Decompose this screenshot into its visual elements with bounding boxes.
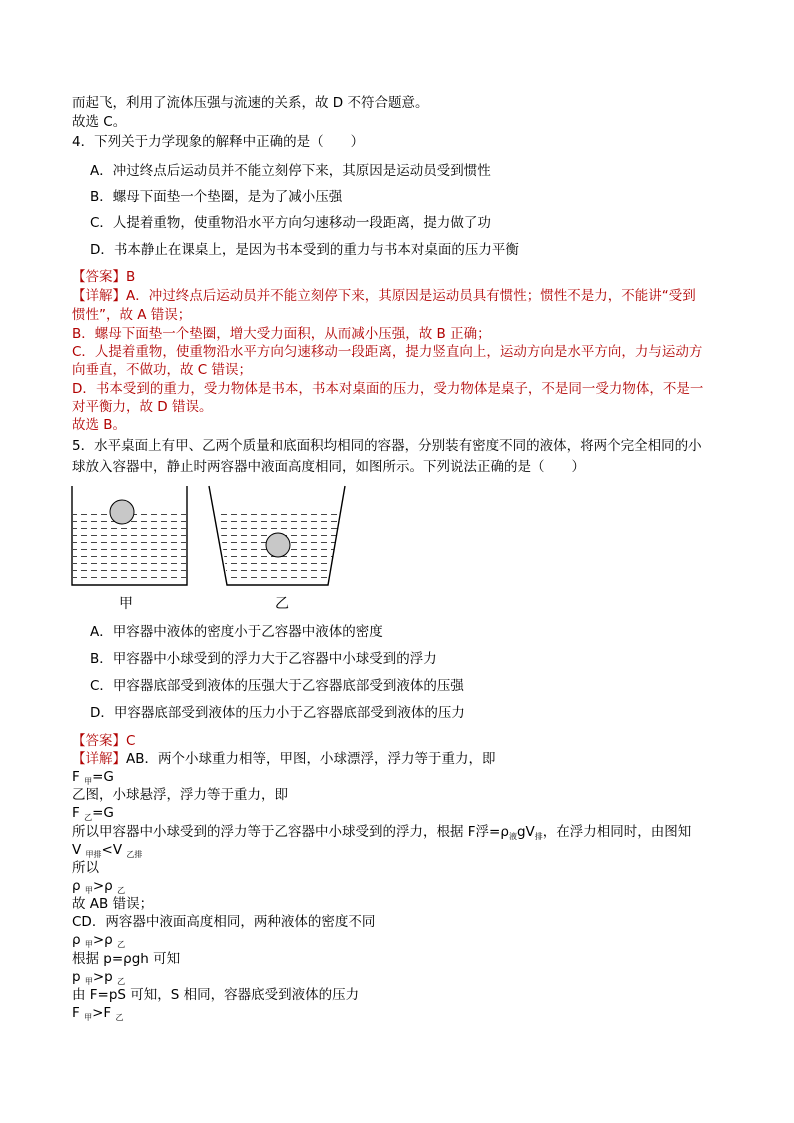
q4-option-b: B．螺母下面垫一个垫圈，是为了减小压强 — [90, 189, 343, 205]
q5-answer: 【答案】C — [72, 733, 136, 749]
formula-line: ρ $_甲$>ρ $_乙$ — [72, 878, 126, 895]
formula-line: F $_甲$=G — [72, 769, 114, 786]
q4-answer: 【答案】B — [72, 269, 136, 285]
label-jia: 甲 — [119, 596, 133, 612]
text-line: CD．两容器中液面高度相同，两种液体的密度不同 — [72, 914, 376, 930]
text-line: 所以甲容器中小球受到的浮力等于乙容器中小球受到的浮力，根据 F浮$=\rho_液gV_排$，在浮力相同时，由图知 — [72, 824, 692, 841]
q4-detail-line: 故选 B。 — [72, 417, 127, 433]
ball-yi — [266, 533, 290, 557]
text-line: 由 F=pS 可知，S 相同，容器底受到液体的压力 — [72, 987, 360, 1003]
text-line: 所以 — [72, 860, 99, 876]
q4-option-a: A．冲过终点后运动员并不能立刻停下来，其原因是运动员受到惯性 — [90, 163, 491, 179]
text-line: 故 AB 错误； — [72, 896, 154, 912]
q4-detail-line: 向垂直，不做功，故 C 错误； — [72, 362, 253, 378]
q4-detail-line: 惯性”，故 A 错误； — [72, 307, 192, 323]
formula-line: F $_乙$=G — [72, 805, 114, 822]
formula-line: V $_{甲排}$<V $_{乙排}$ — [72, 842, 143, 859]
container-yi — [209, 486, 345, 585]
liquid-jia — [73, 512, 186, 584]
q4-detail-line: C．人提着重物，使重物沿水平方向匀速移动一段距离，提力竖直向上，运动方向是水平方向，力与运动方 — [72, 344, 703, 360]
text-line: 而起飞，利用了流体压强与流速的关系，故 D 不符合题意。 — [72, 95, 429, 111]
q5-option-c: C．甲容器底部受到液体的压强大于乙容器底部受到液体的压强 — [90, 678, 464, 694]
ball-jia — [110, 500, 134, 524]
q5-option-d: D．甲容器底部受到液体的压力小于乙容器底部受到液体的压力 — [90, 705, 465, 721]
formula-line: p $_甲$>p $_乙$ — [72, 969, 126, 986]
q4-detail-line: B．螺母下面垫一个垫圈，增大受力面积，从而减小压强，故 B 正确； — [72, 326, 491, 342]
label-yi: 乙 — [275, 596, 289, 612]
q4-option-c: C．人提着重物，使重物沿水平方向匀速移动一段距离，提力做了功 — [90, 215, 491, 231]
question-4-stem: 4．下列关于力学现象的解释中正确的是（ ） — [72, 134, 365, 150]
question-5-stem: 5．水平桌面上有甲、乙两个质量和底面积均相同的容器，分别装有密度不同的液体，将两个完全相同的小 — [72, 438, 702, 454]
text-line: 故选 C。 — [72, 114, 127, 130]
q5-detail-line: 【详解】AB．两个小球重力相等，甲图，小球漂浮，浮力等于重力，即 — [72, 751, 496, 767]
container-jia — [72, 486, 187, 585]
formula-line: F $_甲$>F $_乙$ — [72, 1005, 124, 1022]
q4-detail-line: 【详解】A．冲过终点后运动员并不能立刻停下来，其原因是运动员具有惯性；惯性不是力，不能讲“受到 — [72, 288, 696, 304]
detail-tag: 【详解】 — [72, 751, 126, 767]
q5-option-a: A．甲容器中液体的密度小于乙容器中液体的密度 — [90, 624, 383, 640]
q4-option-d: D．书本静止在课桌上，是因为书本受到的重力与书本对桌面的压力平衡 — [90, 242, 519, 258]
question-5-stem: 球放入容器中，静止时两容器中液面高度相同，如图所示。下列说法正确的是（ ） — [72, 459, 585, 475]
text-line: 乙图，小球悬浮，浮力等于重力，即 — [72, 787, 288, 803]
q4-detail-line: 对平衡力，故 D 错误。 — [72, 399, 213, 415]
q5-option-b: B．甲容器中小球受到的浮力大于乙容器中小球受到的浮力 — [90, 651, 437, 667]
formula-line: ρ $_甲$>ρ $_乙$ — [72, 932, 126, 949]
text-line: 根据 p=ρgh 可知 — [72, 951, 181, 967]
detail-tag: 【详解】 — [72, 288, 126, 304]
q4-detail-line: D．书本受到的重力，受力物体是书本，书本对桌面的压力，受力物体是桌子，不是同一受力物体，不是一 — [72, 381, 704, 397]
